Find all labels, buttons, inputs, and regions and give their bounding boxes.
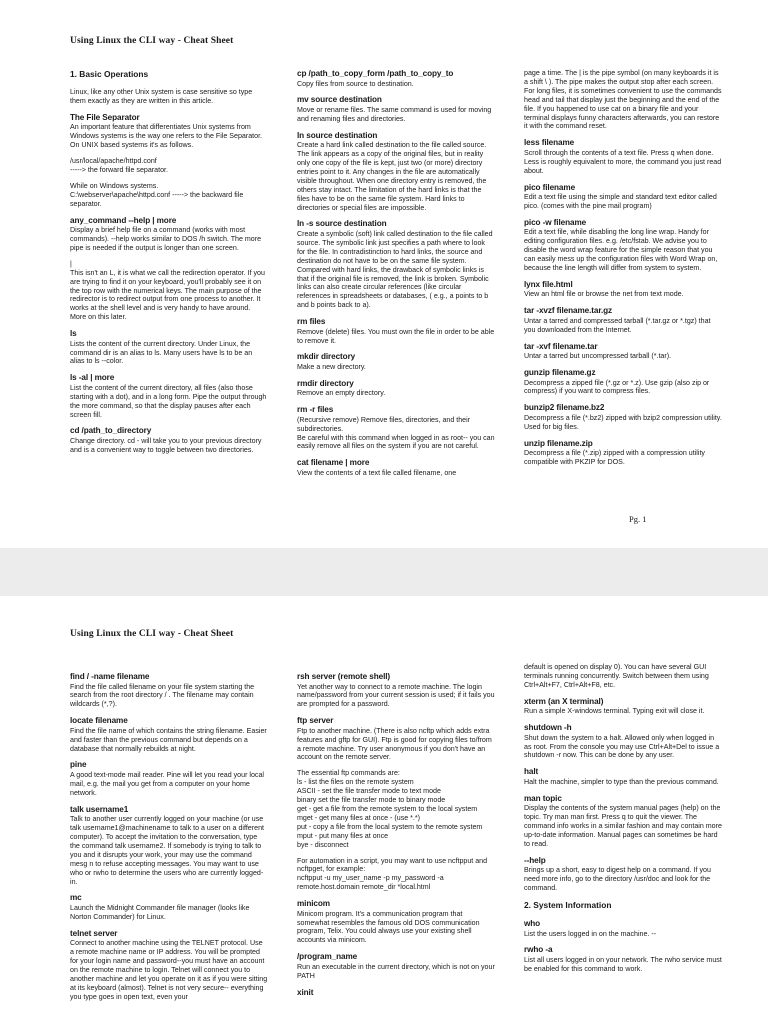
section xyxy=(70,716,268,753)
command-heading: ln source destination xyxy=(297,130,378,140)
command-heading: halt xyxy=(524,767,539,777)
paragraph: (Recursive remove) Remove files, directories, and their subdirectories. Be careful with this command when logged in as root-- you can easily remove all files on the system if you are not careful. xyxy=(297,415,495,451)
paragraph: Yet another way to connect to a remote machine. The login name/password from your current session is used; if it fails you are prompted for a password. xyxy=(297,682,495,709)
section xyxy=(297,131,495,213)
paragraph: List the content of the current directory, all files (also those starting with a dot), and in a long form. Pipe the output through the more command, so that the display pauses after each screen fill. xyxy=(70,383,267,419)
paragraph: /usr/local/apache/httpd.conf -----> the forward file separator. xyxy=(70,157,168,174)
section xyxy=(297,352,495,371)
command-heading: locate filename xyxy=(70,716,128,726)
command-heading: gunzip filename.gz xyxy=(524,368,596,378)
section xyxy=(524,306,722,334)
section xyxy=(524,342,722,361)
command-heading: pico -w filename xyxy=(524,217,587,227)
column-3 xyxy=(524,663,722,981)
command-heading: xterm (an X terminal) xyxy=(524,696,604,706)
command-heading: rm files xyxy=(297,317,326,327)
paragraph: Edit a text file using the simple and standard text editor called pico. (comes with the pine mail program) xyxy=(524,193,717,210)
paragraph: List the users logged in on the machine. -- xyxy=(524,929,657,938)
command-heading: cd /path_to_directory xyxy=(70,426,152,436)
column-2 xyxy=(297,69,495,485)
command-heading: xinit xyxy=(297,987,314,997)
paragraph: Shut down the system to a halt. Allowed only when logged in as root. From the console you may use Ctrl+Alt+Del to issue a shutdown -r now. This can be done by any user. xyxy=(524,733,720,760)
command-heading: pine xyxy=(70,760,87,770)
paragraph: Move or rename files. The same command is used for moving and renaming files and directories. xyxy=(297,105,492,123)
command-heading: minicom xyxy=(297,899,330,909)
section xyxy=(70,893,268,921)
section xyxy=(297,405,495,451)
paragraph: Minicom program. It's a communication program that somewhat resembles the famous old DOS communication program, Telix. You could always use your existing shell accounts via minicom. xyxy=(297,909,480,945)
section xyxy=(524,69,722,131)
command-heading: tar -xvf filename.tar xyxy=(524,341,598,351)
section xyxy=(70,182,268,209)
command-heading: lynx file.html xyxy=(524,279,573,289)
command-heading: mc xyxy=(70,893,82,903)
paragraph: Connect to another machine using the TELNET protocol. Use a remote machine name or IP address. You will be prompted for your login name and password--you must have an account on the remote machine to login. Telnet will connect you to another machine and let you operate on it as if you were sitting at its keyboard (almost). Telnet is not very secure-- everything you type goes in open text, even your xyxy=(70,939,268,1001)
section xyxy=(524,403,722,431)
paragraph: | This isn't an L, it is what we call the redirection operator. If you are trying to find it on your keyboard, you'll probably see it on the top row with the numerical keys. The main purpose of the redirector is to redirect output from one process to another. It works at the shell level and is very handy to have around. More on this later. xyxy=(70,259,265,322)
paragraph: Untar a tarred but uncompressed tarball (*.tar). xyxy=(524,352,672,361)
paragraph: Make a new directory. xyxy=(297,362,366,371)
command-heading: pico filename xyxy=(524,182,576,192)
command-heading: rsh server (remote shell) xyxy=(297,672,391,681)
section xyxy=(297,672,495,709)
command-heading: bunzip2 filename.bz2 xyxy=(524,403,605,413)
section xyxy=(524,945,722,973)
command-heading: ln -s source destination xyxy=(297,219,387,229)
paragraph: Brings up a short, easy to digest help on a command. If you need more info, go to the directory /usr/doc and look for the command. xyxy=(524,866,711,893)
section xyxy=(70,426,268,454)
paragraph: Change directory. cd - will take you to your previous directory and is a convenient way to toggle between two directories. xyxy=(70,436,262,454)
section xyxy=(524,280,722,299)
section xyxy=(297,716,495,762)
command-heading: talk username1 xyxy=(70,804,129,814)
section xyxy=(70,260,268,322)
paragraph: Launch the Midnight Commander file manager (looks like Norton Commander) for Linux. xyxy=(70,903,250,921)
section xyxy=(297,458,495,477)
section xyxy=(297,769,495,849)
section xyxy=(70,805,268,887)
command-heading: cat filename | more xyxy=(297,458,370,468)
section xyxy=(524,663,722,690)
section xyxy=(297,69,495,88)
section xyxy=(524,439,722,467)
section xyxy=(297,317,495,345)
paragraph: Run a simple X-windows terminal. Typing exit will close it. xyxy=(524,707,705,716)
command-heading: mkdir directory xyxy=(297,352,356,362)
section xyxy=(524,138,722,175)
section xyxy=(297,857,495,893)
paragraph: Display the contents of the system manual pages (help) on the topic. Try man man first. Press q to quit the viewer. The command info works in a similar fashion and may contain more up-to-date information. Manual pages can sometimes be hard to read. xyxy=(524,804,722,848)
command-heading: less filename xyxy=(524,138,575,148)
section xyxy=(70,157,268,175)
command-heading: rm -r files xyxy=(297,405,334,415)
section xyxy=(524,856,722,893)
command-heading: find / -name filename xyxy=(70,672,150,681)
paragraph: Decompress a file (*.zip) zipped with a compression utility compatible with PKZIP for DOS. xyxy=(524,449,705,467)
paragraph: Find the file called filename on your file system starting the search from the root directory / . The filename may contain wildcards (*,?). xyxy=(70,682,255,709)
document-title: Using Linux the CLI way - Cheat Sheet xyxy=(70,36,234,46)
paragraph: List all users logged in on your network. The rwho service must be enabled for this command to work. xyxy=(524,955,722,973)
paragraph: Scroll through the contents of a text file. Press q when done. Less is roughly equivalent to more, the command you just read about. xyxy=(524,148,722,175)
section xyxy=(524,697,722,716)
section xyxy=(524,900,722,910)
section xyxy=(70,113,268,150)
command-heading: shutdown -h xyxy=(524,723,572,733)
command-heading: mv source destination xyxy=(297,95,382,105)
section xyxy=(70,373,268,419)
paragraph: Remove (delete) files. You must own the file in order to be able to remove it. xyxy=(297,327,495,345)
paragraph: Lists the content of the current directory. Under Linux, the command dir is an alias to ls. Many users have ls to be an alias to ls --color. xyxy=(70,339,253,366)
section-heading: 1. Basic Operations xyxy=(70,69,149,79)
section xyxy=(524,368,722,396)
command-heading: ls -al | more xyxy=(70,373,115,383)
column-1 xyxy=(70,69,268,462)
command-heading: ls xyxy=(70,329,77,339)
section xyxy=(70,329,268,366)
paragraph: An important feature that differentiates Unix systems from Windows systems is the way one refers to the File Separator. On UNIX based systems it's as follows. xyxy=(70,123,263,150)
paragraph: Halt the machine, simpler to type than the previous command. xyxy=(524,777,719,786)
paragraph: Untar a tarred and compressed tarball (*.tar.gz or *.tgz) that you downloaded from the Internet. xyxy=(524,316,711,334)
paragraph: View the contents of a text file called filename, one xyxy=(297,468,457,477)
paragraph: Display a brief help file on a command (works with most commands). --help works similar to DOS /h switch. The more pipe is needed if the output is longer than one screen. xyxy=(70,226,262,252)
section xyxy=(297,952,495,980)
section xyxy=(524,218,722,273)
paragraph: Create a hard link called destination to the file called source. The link appears as a copy of the original files, but in reality only one copy of the file is kept, just two (or more) directory entries point to it. Any changes in the file are automatically visible throughout. When one directory entry is removed, the others stay intact. The limitation of the hard links is that the files have to be on the same file system. Hard links to directories or special files are impossible. xyxy=(297,141,487,212)
section xyxy=(70,672,268,709)
section xyxy=(70,929,268,1002)
paragraph: View an html file or browse the net from text mode. xyxy=(524,290,684,299)
paragraph: Decompress a file (*.bz2) zipped with bzip2 compression utility. Used for big files. xyxy=(524,413,722,431)
column-3 xyxy=(524,69,722,474)
command-heading: rwho -a xyxy=(524,945,553,955)
paragraph: Create a symbolic (soft) link called destination to the file called source. The symbolic link just specifies a path where to look for the file. In contradistinction to hard links, the source and destination do not have to be on the same file system. Compared with hard links, the drawback of symbolic links is that if the original file is removed, the link is broken. Symbolic links can also create circular references (like circular references in spreadsheets or databases, ( e.g., a points to b and b points back to a). xyxy=(297,229,493,310)
section xyxy=(70,760,268,797)
command-heading: ftp server xyxy=(297,716,334,726)
section xyxy=(524,794,722,849)
paragraph: The essential ftp commands are: ls - list the files on the remote system ASCII - set the file transfer mode to text mode binary set the file transfer mode to binary mode get - get a file from the remote system to the local system mget - get many files at once - (use *.*) put - copy a file from the local system to the remote system mput - put many files at once bye - disconnect xyxy=(297,769,483,849)
paragraph: Remove an empty directory. xyxy=(297,389,386,398)
section-heading: 2. System Information xyxy=(524,900,612,910)
paragraph: Talk to another user currently logged on your machine (or use talk username1@machinename to talk to a user on a different computer). To accept the invitation to the conversation, type the command talk username2. If somebody is trying to talk to you and it disrupts your work, your may use the command mesg n to refuse accepting messages. You may want to use who or rwho to determine the users who are currently logged-in. xyxy=(70,815,264,886)
paragraph: default is opened on display 0). You can have several GUI terminals running concurrently. Switch between them using Ctrl+Alt+F7, Ctrl+Alt+F8, etc. xyxy=(524,663,709,689)
command-heading: The File Separator xyxy=(70,112,140,122)
column-2 xyxy=(297,672,495,1005)
paragraph: Copy files from source to destination. xyxy=(297,79,414,88)
command-heading: --help xyxy=(524,855,546,865)
paragraph: For automation in a script, you may want to use ncftpput and ncftpget, for example: ncftpput -u my_user_name -p my_password -a remote.host.domain remote_dir *local.html xyxy=(297,856,488,892)
command-heading: unzip filename.zip xyxy=(524,438,593,448)
paragraph: Run an executable in the current directory, which is not on your PATH xyxy=(297,962,495,980)
paragraph: page a time. The | is the pipe symbol (on many keyboards it is a shift \ ). The pipe makes the output stop after each screen. For long files, it is sometimes convenient to use the commands head and tail that display just the beginning and the end of the file. If you happened to use cat on a binary file and your terminal displays funny characters afterwards, you can restore it with the command reset. xyxy=(524,69,722,131)
command-heading: cp /path_to_copy_form /path_to_copy_to xyxy=(297,69,454,78)
command-heading: /program_name xyxy=(297,952,358,962)
paragraph: Ftp to another machine. (There is also ncftp which adds extra features and gftp for GUI). Ftp is good for copying files to/from a remote machine. Try user anonymous if you don't have an account on the remote server. xyxy=(297,726,492,762)
section xyxy=(297,379,495,398)
paragraph: Find the file name of which contains the string filename. Easier and faster than the previous command but depends on a database that normally rebuilds at night. xyxy=(70,726,267,753)
column-1 xyxy=(70,672,268,1009)
section xyxy=(297,988,495,998)
command-heading: telnet server xyxy=(70,928,118,938)
section xyxy=(297,219,495,310)
section xyxy=(524,919,722,938)
section xyxy=(524,723,722,760)
command-heading: any_command --help | more xyxy=(70,215,177,225)
paragraph: Edit a text file, while disabling the long line wrap. Handy for editing configuration files. e.g. /etc/fstab. We advise you to disable the word wrap feature for the simple reason that you can easily mess up the configuration files with Word Wrap on, because the line length will differ from system to system. xyxy=(524,228,718,272)
section xyxy=(297,899,495,945)
command-heading: rmdir directory xyxy=(297,378,354,388)
page-number: Pg. 1 xyxy=(629,514,647,524)
command-heading: who xyxy=(524,919,541,928)
paragraph: Linux, like any other Unix system is case sensitive so type them exactly as they are written in this article. xyxy=(70,88,253,105)
paragraph: A good text-mode mail reader. Pine will let you read your local mail, e.g. the mail you get from a computer on your home network. xyxy=(70,770,264,797)
command-heading: man topic xyxy=(524,793,562,803)
paragraph: While on Windows systems. C:\webserver\apache\httpd.conf -----> the backward file separator. xyxy=(70,181,244,208)
section xyxy=(297,95,495,123)
section xyxy=(70,216,268,253)
paragraph: Decompress a zipped file (*.gz or *.z). Use gzip (also zip or compress) if you want to compress files. xyxy=(524,378,710,396)
section xyxy=(70,69,268,106)
page-2 xyxy=(0,596,768,1024)
command-heading: tar -xvzf filename.tar.gz xyxy=(524,306,613,316)
section xyxy=(524,183,722,211)
section xyxy=(524,767,722,786)
document-title: Using Linux the CLI way - Cheat Sheet xyxy=(70,629,234,639)
